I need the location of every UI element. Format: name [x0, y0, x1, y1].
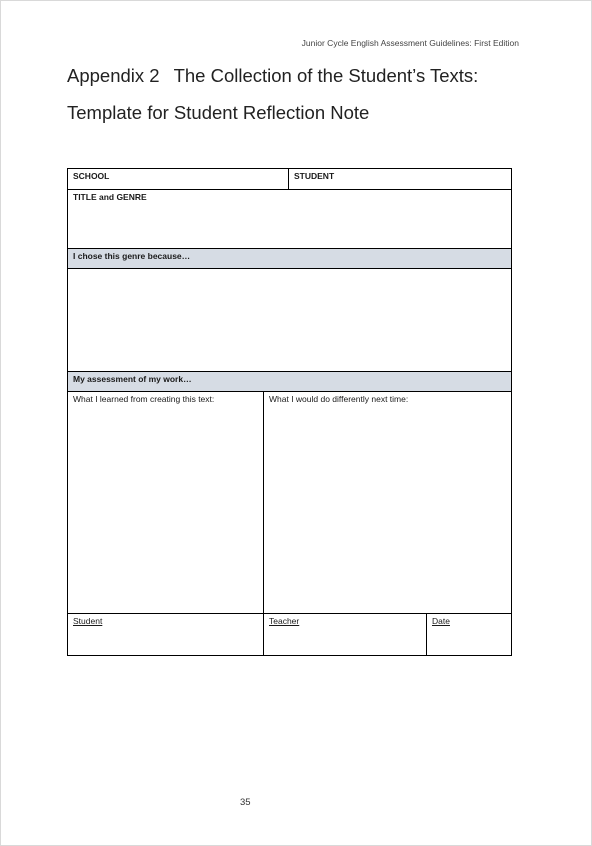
running-header: Junior Cycle English Assessment Guidelines: First Edition	[301, 38, 519, 48]
genre-reason-field[interactable]	[68, 269, 512, 372]
date-label: Date	[432, 616, 450, 626]
page-title-line-1	[67, 65, 478, 87]
learned-label: What I learned from creating this text:	[73, 394, 215, 404]
teacher-signature-label: Teacher	[269, 616, 300, 626]
student-field[interactable]	[289, 169, 512, 190]
school-field[interactable]	[68, 169, 289, 190]
student-signature-field[interactable]	[68, 614, 264, 656]
learned-field[interactable]	[68, 392, 264, 614]
date-field[interactable]	[427, 614, 512, 656]
differently-label: What I would do differently next time:	[269, 394, 409, 404]
student-signature-label: Student	[73, 616, 103, 626]
student-label: STUDENT	[294, 171, 335, 181]
differently-field[interactable]	[264, 392, 512, 614]
title-genre-label: TITLE and GENRE	[73, 192, 147, 202]
page-title-line-2: Template for Student Reflection Note	[67, 102, 370, 123]
title-genre-field[interactable]	[68, 190, 512, 249]
teacher-signature-field[interactable]	[264, 614, 427, 656]
appendix-title: The Collection of the Student’s Texts:	[173, 65, 479, 86]
school-label: SCHOOL	[73, 171, 110, 181]
reflection-note-form	[67, 168, 512, 656]
genre-reason-header: I chose this genre because…	[68, 249, 512, 269]
page-number: 35	[240, 797, 251, 808]
assessment-header: My assessment of my work…	[68, 372, 512, 392]
appendix-number: Appendix 2	[67, 65, 160, 86]
